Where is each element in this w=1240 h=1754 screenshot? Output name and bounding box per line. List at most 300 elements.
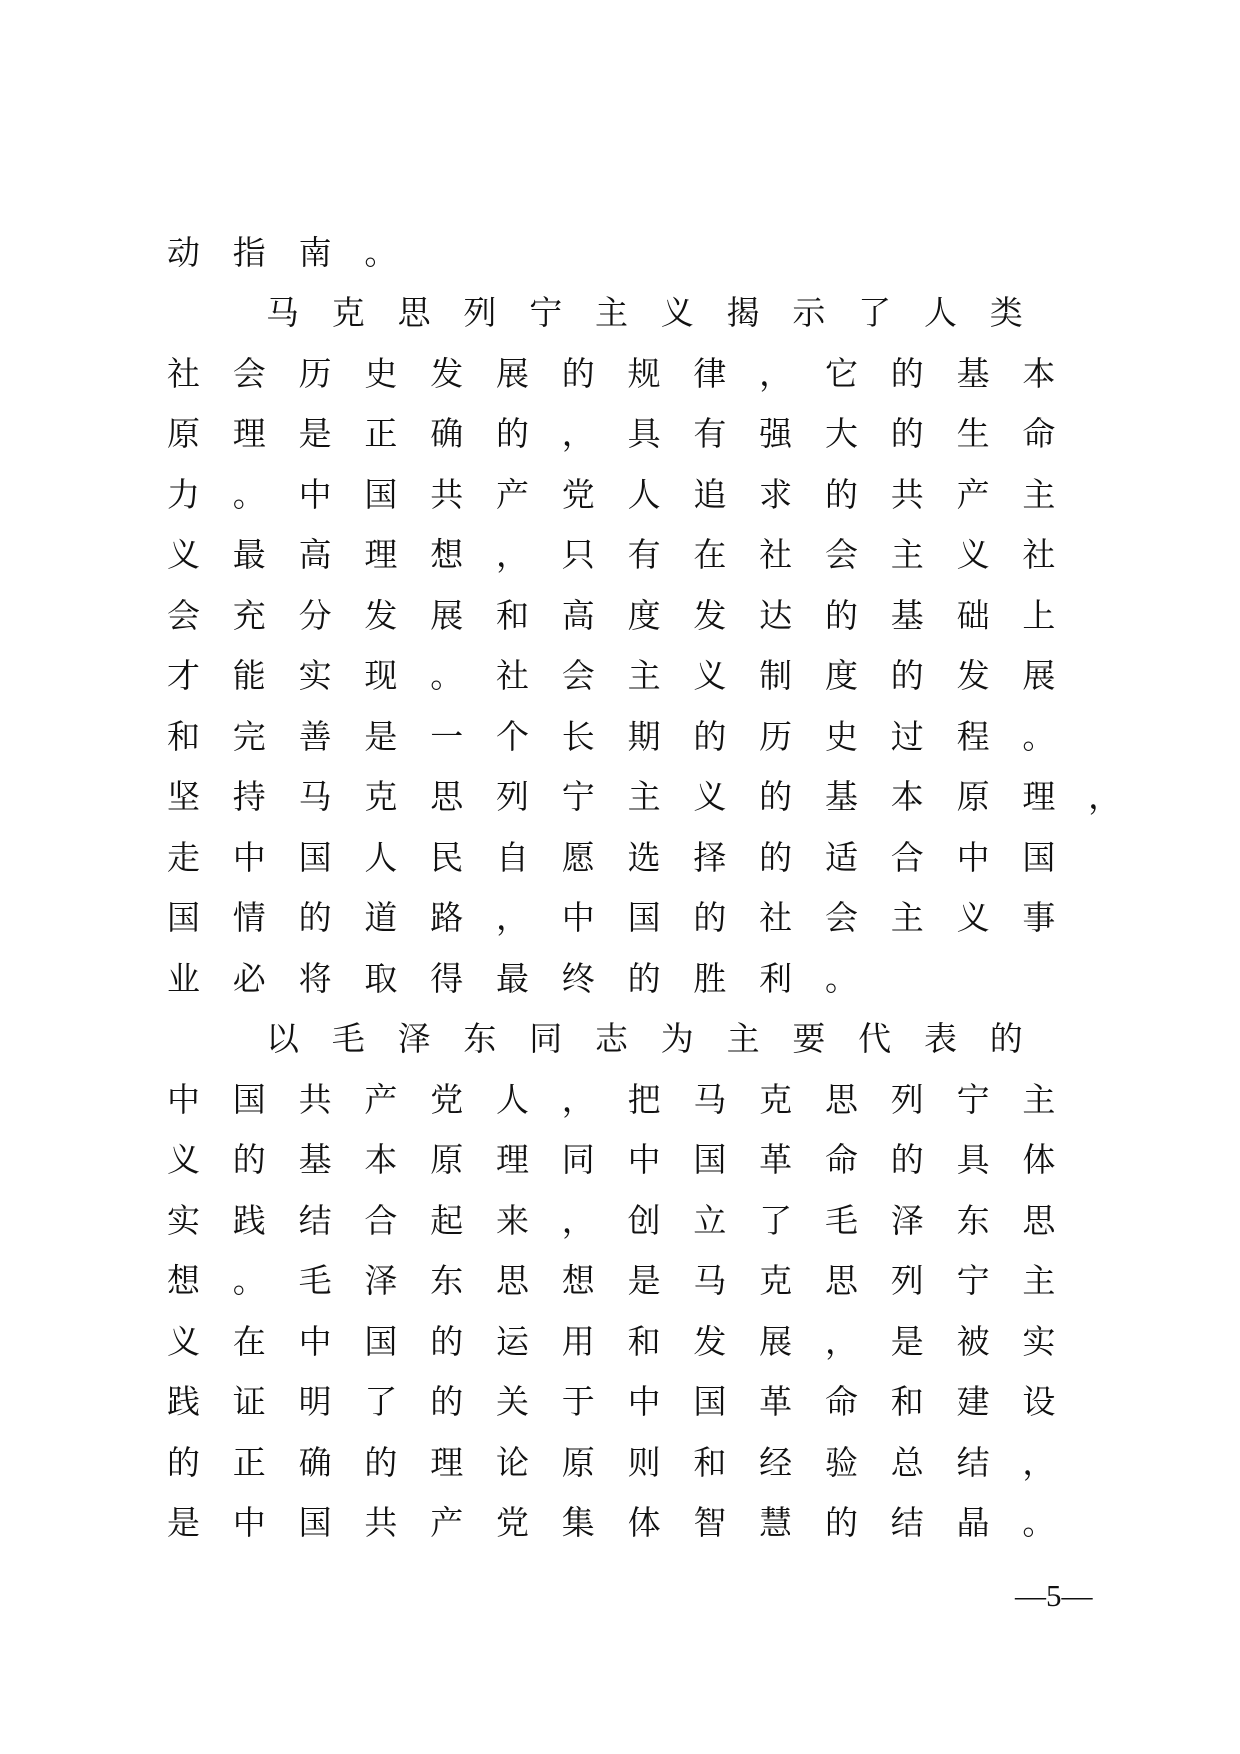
text-char: 义 xyxy=(167,1140,200,1180)
text-line xyxy=(167,1251,1167,1312)
text-char: 揭 xyxy=(726,293,760,333)
text-char: 中 xyxy=(298,1321,332,1361)
text-char: 会 xyxy=(824,535,858,575)
text-char: 的 xyxy=(693,716,727,756)
text-char: 要 xyxy=(792,1019,826,1059)
text-char: 理 xyxy=(1022,777,1056,817)
text-char: 和 xyxy=(495,595,529,635)
text-char: 终 xyxy=(561,958,595,998)
text-char: 在 xyxy=(693,535,727,575)
text-char: 动 xyxy=(167,232,200,272)
text-char: 。 xyxy=(364,232,398,272)
text-char: 实 xyxy=(298,656,332,696)
text-char: 验 xyxy=(824,1442,858,1482)
text-char: 人 xyxy=(923,293,957,333)
text-line xyxy=(167,1311,1167,1372)
text-char: 情 xyxy=(232,898,266,938)
text-line xyxy=(167,1493,1167,1554)
text-char: 人 xyxy=(627,474,661,514)
text-char: 毛 xyxy=(824,1200,858,1240)
text-char: 强 xyxy=(759,414,793,454)
text-char: 原 xyxy=(561,1442,595,1482)
text-char: 明 xyxy=(298,1382,332,1422)
text-char: 宁 xyxy=(956,1261,990,1301)
text-char: 党 xyxy=(495,1503,529,1543)
body-text xyxy=(167,222,1167,1553)
text-char: 中 xyxy=(298,474,332,514)
text-char: 原 xyxy=(167,414,200,454)
text-char: 国 xyxy=(364,474,398,514)
text-char: 基 xyxy=(890,595,924,635)
page-number: —5— xyxy=(1015,1578,1093,1613)
text-char: 产 xyxy=(956,474,990,514)
text-char: 论 xyxy=(495,1442,529,1482)
text-char: 列 xyxy=(890,1079,924,1119)
text-char: 的 xyxy=(890,656,924,696)
text-char: 了 xyxy=(858,293,892,333)
text-char: 持 xyxy=(232,777,266,817)
text-char: 马 xyxy=(693,1261,727,1301)
text-line xyxy=(167,585,1167,646)
text-char: 完 xyxy=(232,716,266,756)
text-char: 合 xyxy=(890,837,924,877)
text-char: 中 xyxy=(627,1382,661,1422)
text-char: 同 xyxy=(529,1019,563,1059)
text-char: 史 xyxy=(364,353,398,393)
text-char: 社 xyxy=(1022,535,1056,575)
text-char: 中 xyxy=(956,837,990,877)
text-line xyxy=(167,1190,1167,1251)
text-char: 想 xyxy=(561,1261,595,1301)
text-char: 主 xyxy=(890,535,924,575)
text-char: ， xyxy=(1022,1442,1056,1482)
text-char: 胜 xyxy=(693,958,727,998)
text-char: 有 xyxy=(693,414,727,454)
text-char: 体 xyxy=(1022,1140,1056,1180)
text-char: 在 xyxy=(232,1321,266,1361)
text-line xyxy=(167,283,1167,344)
text-char: ， xyxy=(561,1079,595,1119)
text-char: 择 xyxy=(693,837,727,877)
text-char: 期 xyxy=(627,716,661,756)
text-char: 的 xyxy=(430,1382,464,1422)
text-char: 原 xyxy=(430,1140,464,1180)
text-line xyxy=(167,646,1167,707)
text-char: 的 xyxy=(759,777,793,817)
text-char: 。 xyxy=(232,1261,266,1301)
text-char: 高 xyxy=(561,595,595,635)
text-char: 主 xyxy=(726,1019,760,1059)
text-char: 国 xyxy=(693,1382,727,1422)
text-char: 国 xyxy=(627,898,661,938)
text-char: 晶 xyxy=(956,1503,990,1543)
text-char: 的 xyxy=(989,1019,1023,1059)
text-line xyxy=(167,343,1167,404)
text-char: 于 xyxy=(561,1382,595,1422)
text-char: 义 xyxy=(956,898,990,938)
text-char: 义 xyxy=(167,1321,200,1361)
text-char: 是 xyxy=(298,414,332,454)
text-char: 它 xyxy=(824,353,858,393)
text-char: 和 xyxy=(890,1382,924,1422)
text-char: 产 xyxy=(495,474,529,514)
text-char: 和 xyxy=(693,1442,727,1482)
text-char: 规 xyxy=(627,353,661,393)
text-char: 结 xyxy=(298,1200,332,1240)
text-char: 体 xyxy=(627,1503,661,1543)
text-char: 则 xyxy=(627,1442,661,1482)
text-line xyxy=(167,525,1167,586)
text-char: 历 xyxy=(298,353,332,393)
text-char: 业 xyxy=(167,958,200,998)
text-char: 主 xyxy=(890,898,924,938)
text-char: 克 xyxy=(331,293,365,333)
text-char: 主 xyxy=(1022,1261,1056,1301)
text-char: 义 xyxy=(956,535,990,575)
text-char: 设 xyxy=(1022,1382,1056,1422)
text-char: 义 xyxy=(693,777,727,817)
text-char: 用 xyxy=(561,1321,595,1361)
text-char: 和 xyxy=(627,1321,661,1361)
text-char: 泽 xyxy=(397,1019,431,1059)
text-char: 愿 xyxy=(561,837,595,877)
text-char: 适 xyxy=(824,837,858,877)
text-char: 志 xyxy=(594,1019,628,1059)
text-char: 律 xyxy=(693,353,727,393)
text-char: 的 xyxy=(890,414,924,454)
text-char: 示 xyxy=(792,293,826,333)
text-char: 路 xyxy=(430,898,464,938)
text-char: 会 xyxy=(561,656,595,696)
text-char: 起 xyxy=(430,1200,464,1240)
text-char: 思 xyxy=(1022,1200,1056,1240)
text-char: 被 xyxy=(956,1321,990,1361)
text-char: 指 xyxy=(232,232,266,272)
text-char: 中 xyxy=(561,898,595,938)
text-char: 基 xyxy=(956,353,990,393)
text-char: 的 xyxy=(693,898,727,938)
text-char: 原 xyxy=(956,777,990,817)
text-char: 命 xyxy=(824,1140,858,1180)
text-char: 义 xyxy=(660,293,694,333)
text-char: 是 xyxy=(364,716,398,756)
text-char: 毛 xyxy=(331,1019,365,1059)
text-char: 程 xyxy=(956,716,990,756)
text-char: 东 xyxy=(463,1019,497,1059)
text-char: 史 xyxy=(824,716,858,756)
text-char: ， xyxy=(1088,777,1122,817)
text-char: 思 xyxy=(824,1261,858,1301)
text-line xyxy=(167,1432,1167,1493)
text-char: 将 xyxy=(298,958,332,998)
text-char: 社 xyxy=(495,656,529,696)
text-char: 运 xyxy=(495,1321,529,1361)
text-char: 理 xyxy=(495,1140,529,1180)
text-char: 的 xyxy=(824,474,858,514)
text-char: 理 xyxy=(232,414,266,454)
text-char: 类 xyxy=(989,293,1023,333)
text-line xyxy=(167,948,1167,1009)
text-char: 践 xyxy=(167,1382,200,1422)
text-char: 为 xyxy=(660,1019,694,1059)
text-char: 命 xyxy=(1022,414,1056,454)
text-char: 最 xyxy=(495,958,529,998)
text-char: 正 xyxy=(364,414,398,454)
text-char: 是 xyxy=(890,1321,924,1361)
text-char: 会 xyxy=(824,898,858,938)
text-char: 。 xyxy=(824,958,858,998)
text-char: 。 xyxy=(232,474,266,514)
text-char: 克 xyxy=(759,1079,793,1119)
text-char: 大 xyxy=(824,414,858,454)
text-char: 发 xyxy=(693,595,727,635)
text-char: 社 xyxy=(759,898,793,938)
text-char: 宁 xyxy=(529,293,563,333)
text-char: 的 xyxy=(824,1503,858,1543)
text-char: 事 xyxy=(1022,898,1056,938)
text-char: 的 xyxy=(167,1442,200,1482)
text-char: 的 xyxy=(890,1140,924,1180)
text-char: 共 xyxy=(364,1503,398,1543)
text-char: 充 xyxy=(232,595,266,635)
text-char: 长 xyxy=(561,716,595,756)
text-char: 和 xyxy=(167,716,200,756)
text-char: 选 xyxy=(627,837,661,877)
text-char: 党 xyxy=(430,1079,464,1119)
text-char: 追 xyxy=(693,474,727,514)
text-char: 有 xyxy=(627,535,661,575)
text-char: 宁 xyxy=(561,777,595,817)
text-char: 展 xyxy=(495,353,529,393)
text-char: 发 xyxy=(364,595,398,635)
text-line xyxy=(167,464,1167,525)
text-char: 正 xyxy=(232,1442,266,1482)
text-char: 主 xyxy=(1022,1079,1056,1119)
text-char: 的 xyxy=(890,353,924,393)
text-char: 本 xyxy=(1022,353,1056,393)
text-char: 人 xyxy=(364,837,398,877)
text-char: 自 xyxy=(495,837,529,877)
text-char: 克 xyxy=(759,1261,793,1301)
text-char: 国 xyxy=(167,898,200,938)
text-char: 国 xyxy=(693,1140,727,1180)
text-char: 了 xyxy=(364,1382,398,1422)
text-char: 度 xyxy=(824,656,858,696)
text-char: 想 xyxy=(430,535,464,575)
text-char: 发 xyxy=(693,1321,727,1361)
text-char: 马 xyxy=(266,293,299,333)
text-char: 东 xyxy=(956,1200,990,1240)
text-char: 革 xyxy=(759,1140,793,1180)
text-char: 度 xyxy=(627,595,661,635)
text-char: 一 xyxy=(430,716,464,756)
text-char: 展 xyxy=(759,1321,793,1361)
text-char: 结 xyxy=(890,1503,924,1543)
text-char: 实 xyxy=(1022,1321,1056,1361)
text-char: 共 xyxy=(430,474,464,514)
text-char: 国 xyxy=(298,837,332,877)
text-char: 合 xyxy=(364,1200,398,1240)
text-char: 产 xyxy=(430,1503,464,1543)
text-char: 求 xyxy=(759,474,793,514)
text-char: 制 xyxy=(759,656,793,696)
text-char: 义 xyxy=(167,535,200,575)
text-char: 善 xyxy=(298,716,332,756)
text-line xyxy=(167,1069,1167,1130)
text-char: 经 xyxy=(759,1442,793,1482)
text-char: 取 xyxy=(364,958,398,998)
text-char: 的 xyxy=(232,1140,266,1180)
text-char: 列 xyxy=(890,1261,924,1301)
text-char: 南 xyxy=(298,232,332,272)
text-char: 义 xyxy=(693,656,727,696)
text-char: 把 xyxy=(627,1079,661,1119)
text-char: 能 xyxy=(232,656,266,696)
text-char: 才 xyxy=(167,656,200,696)
text-line xyxy=(167,706,1167,767)
text-char: 是 xyxy=(167,1503,200,1543)
text-char: 产 xyxy=(364,1079,398,1119)
text-char: 只 xyxy=(561,535,595,575)
text-char: 关 xyxy=(495,1382,529,1422)
text-char: 道 xyxy=(364,898,398,938)
text-char: 集 xyxy=(561,1503,595,1543)
text-char: 马 xyxy=(298,777,332,817)
text-char: 。 xyxy=(1022,716,1056,756)
text-char: ， xyxy=(759,353,793,393)
text-char: 中 xyxy=(232,837,266,877)
text-char: 理 xyxy=(364,535,398,575)
text-char: 共 xyxy=(298,1079,332,1119)
text-char: 。 xyxy=(430,656,464,696)
text-char: 主 xyxy=(627,656,661,696)
text-char: 的 xyxy=(759,837,793,877)
text-char: 历 xyxy=(759,716,793,756)
text-char: 坚 xyxy=(167,777,200,817)
text-char: 创 xyxy=(627,1200,661,1240)
text-char: 主 xyxy=(594,293,628,333)
text-char: 命 xyxy=(824,1382,858,1422)
text-char: 具 xyxy=(627,414,661,454)
text-char: 马 xyxy=(693,1079,727,1119)
text-char: 宁 xyxy=(956,1079,990,1119)
text-char: ， xyxy=(561,414,595,454)
text-char: 总 xyxy=(890,1442,924,1482)
text-char: 的 xyxy=(364,1442,398,1482)
text-line xyxy=(167,404,1167,465)
text-char: 革 xyxy=(759,1382,793,1422)
text-char: 基 xyxy=(824,777,858,817)
text-char: ， xyxy=(495,535,529,575)
text-line xyxy=(167,888,1167,949)
text-line xyxy=(167,1009,1167,1070)
text-char: 的 xyxy=(627,958,661,998)
text-char: 展 xyxy=(1022,656,1056,696)
text-char: ， xyxy=(495,898,529,938)
text-line xyxy=(167,222,1167,283)
text-char: 必 xyxy=(232,958,266,998)
text-char: 上 xyxy=(1022,595,1056,635)
text-char: 思 xyxy=(430,777,464,817)
text-line xyxy=(167,1130,1167,1191)
text-char: 发 xyxy=(430,353,464,393)
text-char: 泽 xyxy=(364,1261,398,1301)
text-line xyxy=(167,1372,1167,1433)
text-char: 利 xyxy=(759,958,793,998)
text-char: 现 xyxy=(364,656,398,696)
text-char: 主 xyxy=(627,777,661,817)
text-char: 结 xyxy=(956,1442,990,1482)
text-char: 思 xyxy=(824,1079,858,1119)
text-char: 慧 xyxy=(759,1503,793,1543)
text-char: 党 xyxy=(561,474,595,514)
text-char: 本 xyxy=(890,777,924,817)
text-char: 中 xyxy=(167,1079,200,1119)
text-char: 本 xyxy=(364,1140,398,1180)
text-char: 泽 xyxy=(890,1200,924,1240)
text-char: 社 xyxy=(167,353,200,393)
text-char: 。 xyxy=(1022,1503,1056,1543)
text-char: 中 xyxy=(232,1503,266,1543)
text-char: ， xyxy=(561,1200,595,1240)
text-char: 毛 xyxy=(298,1261,332,1301)
text-char: 展 xyxy=(430,595,464,635)
text-char: 的 xyxy=(561,353,595,393)
text-char: 人 xyxy=(495,1079,529,1119)
text-char: 以 xyxy=(266,1019,299,1059)
text-char: 最 xyxy=(232,535,266,575)
text-char: 践 xyxy=(232,1200,266,1240)
text-char: 确 xyxy=(298,1442,332,1482)
text-char: 思 xyxy=(495,1261,529,1301)
text-char: 想 xyxy=(167,1261,200,1301)
text-char: 过 xyxy=(890,716,924,756)
text-char: 的 xyxy=(495,414,529,454)
text-char: 高 xyxy=(298,535,332,575)
text-char: 的 xyxy=(430,1321,464,1361)
text-char: 智 xyxy=(693,1503,727,1543)
text-char: 国 xyxy=(232,1079,266,1119)
text-char: 理 xyxy=(430,1442,464,1482)
text-char: 力 xyxy=(167,474,200,514)
text-char: 同 xyxy=(561,1140,595,1180)
text-char: 中 xyxy=(627,1140,661,1180)
text-char: 走 xyxy=(167,837,200,877)
text-char: 分 xyxy=(298,595,332,635)
text-char: 础 xyxy=(956,595,990,635)
text-char: ， xyxy=(824,1321,858,1361)
text-char: 具 xyxy=(956,1140,990,1180)
text-char: 了 xyxy=(759,1200,793,1240)
text-char: 的 xyxy=(824,595,858,635)
text-char: 表 xyxy=(923,1019,957,1059)
text-char: 实 xyxy=(167,1200,200,1240)
text-char: 证 xyxy=(232,1382,266,1422)
text-char: 确 xyxy=(430,414,464,454)
text-line xyxy=(167,767,1167,828)
text-char: 国 xyxy=(298,1503,332,1543)
text-char: 主 xyxy=(1022,474,1056,514)
text-line xyxy=(167,827,1167,888)
text-char: 发 xyxy=(956,656,990,696)
text-char: 达 xyxy=(759,595,793,635)
text-char: 基 xyxy=(298,1140,332,1180)
text-char: 个 xyxy=(495,716,529,756)
text-char: 思 xyxy=(397,293,431,333)
text-char: 会 xyxy=(232,353,266,393)
text-char: 是 xyxy=(627,1261,661,1301)
text-char: 共 xyxy=(890,474,924,514)
